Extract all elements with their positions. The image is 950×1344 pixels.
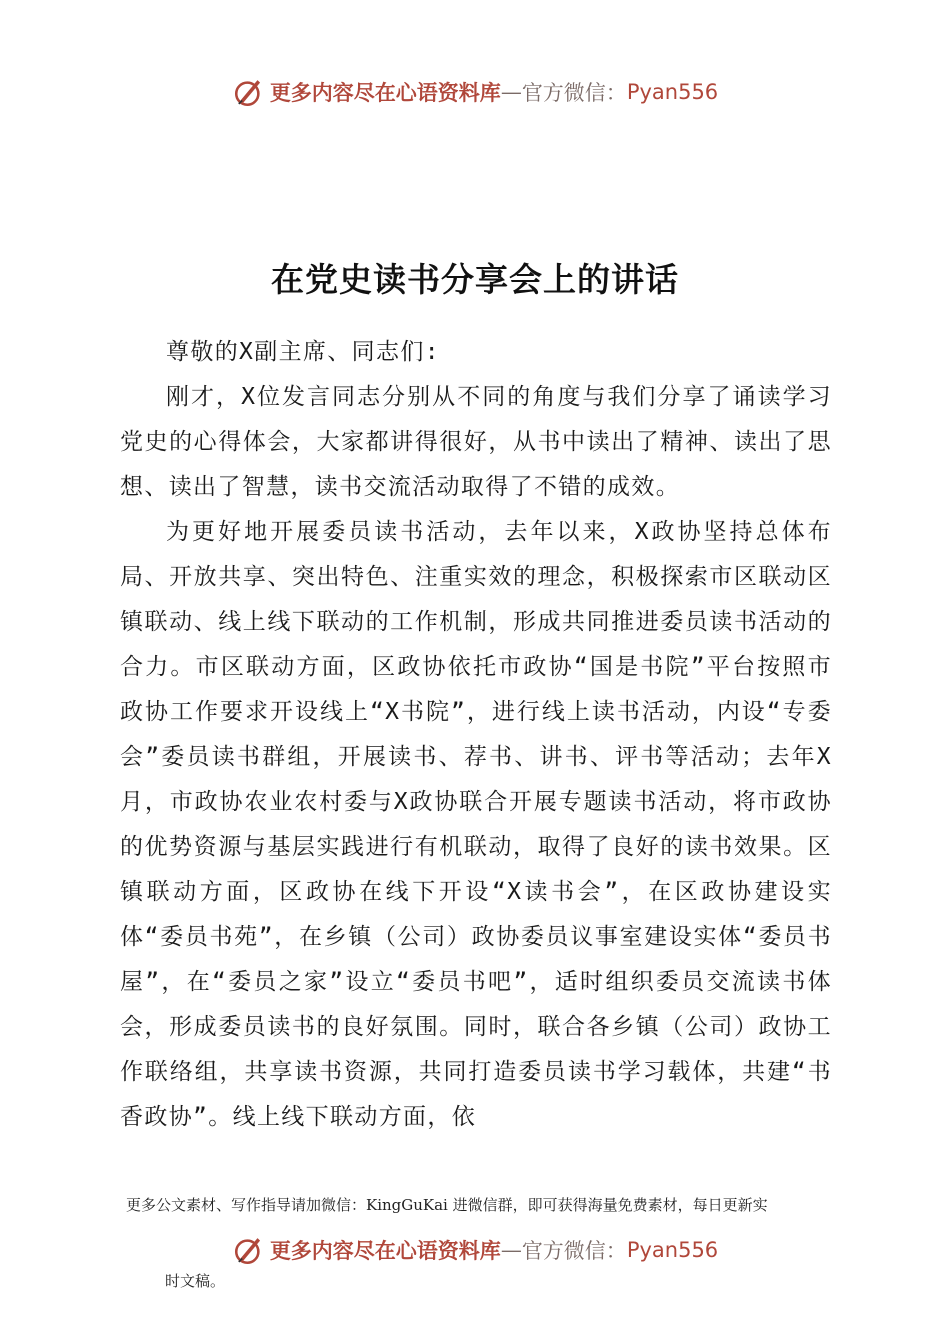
banner-dash: — — [500, 80, 522, 104]
banner-text: 更多内容尽在心语资料库 — [269, 80, 501, 105]
document-body — [120, 330, 832, 1140]
paragraph: 为更好地开展委员读书活动，去年以来，X政协坚持总体布局、开放共享、突出特色、注重实效的理念，积极探索市区联动区镇联动、线上线下联动的工作机制，形成共同推进委员读书活动的合力。市区联动方面，区政协依托市政协“国是书院”平台按照市政协工作要求开设线上“X书院”，进行线上读书活动，内设“专委会”委员读书群组，开展读书、荐书、讲书、评书等活动；去年X月，市政协农业农村委与X政协联合开展专题读书活动，将市政协的优势资源与基层实践进行有机联动，取得了良好的读书效果。区镇联动方面，区政协在线下开设“X读书会”，在区政协建设实体“委员书苑”，在乡镇（公司）政协委员议事室建设实体“委员书屋”，在“委员之家”设立“委员书吧”，适时组织委员交流读书体会，形成委员读书的良好氛围。同时，联合各乡镇（公司）政协工作联络组，共享读书资源，共同打造委员读书学习载体，共建“书香政协”。线上线下联动方面，依 — [120, 519, 832, 1130]
banner-text: 更多内容尽在心语资料库 — [269, 1238, 501, 1263]
footer-banner — [0, 1230, 950, 1270]
document-title: 在党史读书分享会上的讲话 — [271, 260, 679, 299]
footer-note: 更多公文素材、写作指导请加微信：KingGuKai 进微信群，即可获得海量免费素材，每日更新实 — [126, 1196, 768, 1214]
banner-wechat-label: 官方微信： — [521, 81, 627, 105]
banner-wechat-label: 官方微信： — [521, 1239, 627, 1263]
quill-logo-icon — [232, 1233, 266, 1267]
banner-wechat-id: Pyan556 — [626, 80, 719, 104]
quill-logo-icon — [232, 75, 266, 109]
footer-tail: 时文稿。 — [165, 1272, 226, 1290]
paragraph: 刚才，X位发言同志分别从不同的角度与我们分享了诵读学习党史的心得体会，大家都讲得很好，从书中读出了精神、读出了思想、读出了智慧，读书交流活动取得了不错的成效。 — [120, 384, 832, 500]
header-banner — [0, 72, 950, 112]
banner-wechat-id: Pyan556 — [626, 1238, 719, 1262]
salutation: 尊敬的X副主席、同志们: — [166, 339, 440, 365]
banner-dash: — — [500, 1238, 522, 1262]
